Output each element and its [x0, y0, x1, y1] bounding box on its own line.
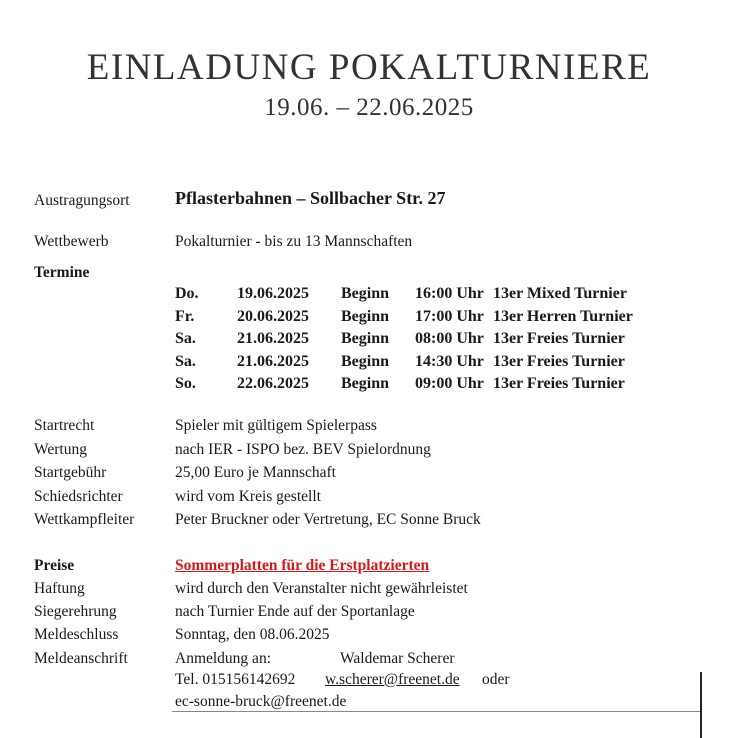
termine-row: [175, 373, 633, 396]
label-meldeschluss: Meldeschluss: [34, 626, 119, 643]
label-wertung: Wertung: [34, 441, 87, 458]
label-siegerehrung: Siegerehrung: [34, 603, 117, 620]
termin-day: Sa.: [175, 330, 196, 348]
label-haftung: Haftung: [34, 580, 85, 597]
label-termine: Termine: [34, 264, 90, 281]
email-club: ec-sonne-bruck@freenet.de: [175, 693, 347, 710]
termin-date: 21.06.2025: [237, 330, 309, 348]
termin-date: 22.06.2025: [237, 375, 309, 393]
value-wettbewerb: Pokalturnier - bis zu 13 Mannschaften: [175, 233, 413, 250]
value-wertung: nach IER - ISPO bez. BEV Spielordnung: [175, 441, 431, 458]
termine-row: [175, 351, 633, 374]
label-schiedsrichter: Schiedsrichter: [34, 488, 123, 505]
value-haftung: wird durch den Veranstalter nicht gewährleistet: [175, 580, 468, 597]
termin-beginn: Beginn: [341, 307, 390, 325]
value-wettkampfleiter: Peter Bruckner oder Vertretung, EC Sonne Bruck: [175, 511, 481, 528]
termin-turnier: 13er Freies Turnier: [493, 375, 625, 393]
value-preise: Sommerplatten für die Erstplatzierten: [175, 557, 430, 574]
email-link-scherer[interactable]: w.scherer@freenet.de: [325, 671, 460, 688]
termin-beginn: Beginn: [341, 285, 390, 303]
value-startrecht: Spieler mit gültigem Spielerpass: [175, 417, 377, 434]
value-startgebuehr: 25,00 Euro je Mannschaft: [175, 464, 336, 481]
label-meldeanschrift: Meldeanschrift: [34, 650, 128, 667]
termin-day: Sa.: [175, 352, 196, 370]
label-preise: Preise: [34, 557, 75, 574]
value-siegerehrung: nach Turnier Ende auf der Sportanlage: [175, 603, 415, 620]
termine-row: [175, 283, 633, 306]
termine-table: [175, 283, 633, 396]
termin-time: 17:00 Uhr: [415, 307, 484, 325]
meldeanschrift-prefix: Anmeldung an:: [175, 650, 271, 667]
termin-turnier: 13er Freies Turnier: [493, 352, 625, 370]
termin-date: 19.06.2025: [237, 285, 309, 303]
termin-beginn: Beginn: [341, 330, 390, 348]
termine-row: [175, 306, 633, 329]
divider-vertical: [700, 672, 702, 738]
event-dates: 19.06. – 22.06.2025: [264, 94, 474, 121]
termin-turnier: 13er Freies Turnier: [493, 330, 625, 348]
label-startrecht: Startrecht: [34, 417, 95, 434]
termin-time: 09:00 Uhr: [415, 375, 484, 393]
termin-time: 14:30 Uhr: [415, 352, 484, 370]
page-title: EINLADUNG POKALTURNIERE: [86, 47, 652, 88]
meldeanschrift-tel: Tel. 015156142692: [175, 671, 296, 688]
termin-date: 20.06.2025: [237, 307, 309, 325]
termin-beginn: Beginn: [341, 352, 390, 370]
value-austragungsort: Pflasterbahnen – Sollbacher Str. 27: [175, 188, 446, 208]
value-meldeschluss: Sonntag, den 08.06.2025: [175, 626, 330, 643]
termine-row: [175, 328, 633, 351]
termin-time: 08:00 Uhr: [415, 330, 484, 348]
divider-horizontal: [172, 711, 700, 712]
label-wettbewerb: Wettbewerb: [34, 233, 109, 250]
termin-day: So.: [175, 375, 196, 393]
meldeanschrift-name: Waldemar Scherer: [340, 650, 455, 667]
termin-time: 16:00 Uhr: [415, 285, 484, 303]
label-wettkampfleiter: Wettkampfleiter: [34, 511, 135, 528]
label-austragungsort: Austragungsort: [34, 192, 130, 209]
termin-day: Fr.: [175, 307, 195, 325]
termin-day: Do.: [175, 285, 199, 303]
termin-turnier: 13er Mixed Turnier: [493, 285, 627, 303]
termin-turnier: 13er Herren Turnier: [493, 307, 633, 325]
value-schiedsrichter: wird vom Kreis gestellt: [175, 488, 321, 505]
label-startgebuehr: Startgebühr: [34, 464, 107, 481]
termin-beginn: Beginn: [341, 375, 390, 393]
termin-date: 21.06.2025: [237, 352, 309, 370]
meldeanschrift-oder: oder: [482, 671, 510, 688]
